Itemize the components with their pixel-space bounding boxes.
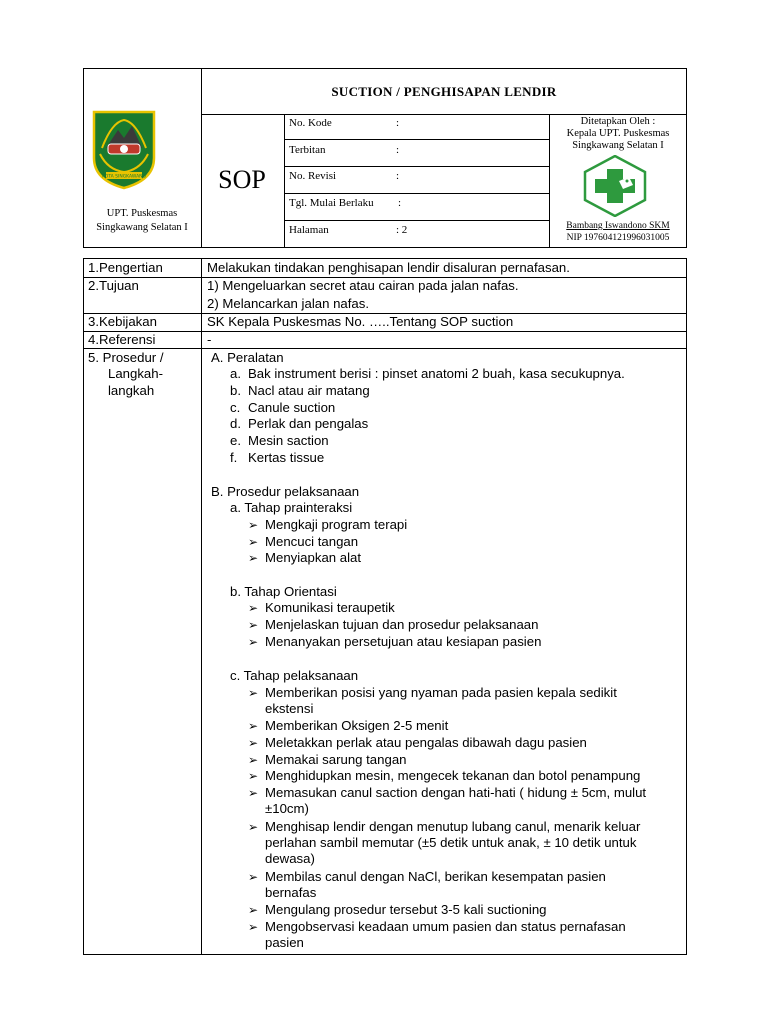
row-label-kebijakan: 3.Kebijakan xyxy=(88,314,157,329)
peralatan-item: Kertas tissue xyxy=(248,450,325,465)
arrow-bullet-icon: ➢ xyxy=(248,719,259,733)
step-item: Memasukan canul saction dengan hati-hati ( hidung ± 5cm, mulut xyxy=(265,785,647,800)
row-text-pengertian: Melakukan tindakan penghisapan lendir disaluran pernafasan. xyxy=(207,260,570,275)
arrow-bullet-icon: ➢ xyxy=(248,820,259,834)
step-item-continued: perlahan sambil memutar (±5 detik untuk anak, ± 10 detik untuk xyxy=(265,835,637,850)
row-label-prosedur: Langkah- xyxy=(108,366,163,381)
header-divider xyxy=(284,166,549,167)
stage-orientasi-title: b. Tahap Orientasi xyxy=(230,584,337,599)
step-item-continued: ekstensi xyxy=(265,701,314,716)
step-item: Membilas canul dengan NaCl, berikan kesempatan pasien xyxy=(265,869,606,884)
field-label-no-kode: No. Kode xyxy=(289,117,332,129)
puskesmas-cross-logo xyxy=(583,155,647,217)
step-item: Mengobservasi keadaan umum pasien dan status pernafasan xyxy=(265,919,626,934)
tujuan-item: 1) Mengeluarkan secret atau cairan pada jalan nafas. xyxy=(207,278,519,293)
field-label-halaman: Halaman xyxy=(289,224,329,236)
svg-text:KOTA SINGKAWANG: KOTA SINGKAWANG xyxy=(101,174,147,180)
row-divider xyxy=(83,348,687,349)
step-item-continued: pasien xyxy=(265,935,304,950)
row-text-kebijakan: SK Kepala Puskesmas No. …..Tentang SOP suction xyxy=(207,314,514,329)
field-label-terbitan: Terbitan xyxy=(289,144,326,156)
organization-name: UPT. Puskesmas xyxy=(106,208,178,219)
arrow-bullet-icon: ➢ xyxy=(248,686,259,700)
sop-label: SOP xyxy=(218,165,266,194)
header-divider xyxy=(284,114,285,248)
step-item: Menghisap lendir dengan menutup lubang canul, menarik keluar xyxy=(265,819,641,834)
arrow-bullet-icon: ➢ xyxy=(248,551,259,565)
peralatan-item: Bak instrument berisi : pinset anatomi 2 buah, kasa secukupnya. xyxy=(248,366,625,381)
tujuan-item: 2) Melancarkan jalan nafas. xyxy=(207,296,370,311)
peralatan-item: Canule suction xyxy=(248,400,336,415)
header-divider xyxy=(284,193,549,194)
step-item-continued: ±10cm) xyxy=(265,801,309,816)
field-value-terbitan: : xyxy=(396,144,400,156)
body-column-divider xyxy=(201,258,202,955)
arrow-bullet-icon: ➢ xyxy=(248,518,259,532)
row-label-prosedur: 5. Prosedur / xyxy=(88,350,164,365)
step-item: Menanyakan persetujuan atau kesiapan pasien xyxy=(265,634,542,649)
header-divider xyxy=(284,220,549,221)
approval-label: Ditetapkan Oleh : xyxy=(580,116,656,127)
row-text-referensi: - xyxy=(207,332,212,347)
list-marker: e. xyxy=(230,433,241,448)
approval-position: Singkawang Selatan I xyxy=(572,140,664,151)
organization-name: Singkawang Selatan I xyxy=(96,222,188,233)
step-item: Menyiapkan alat xyxy=(265,550,362,565)
arrow-bullet-icon: ➢ xyxy=(248,635,259,649)
list-marker: f. xyxy=(230,450,238,465)
step-item-continued: bernafas xyxy=(265,885,317,900)
step-item: Memberikan Oksigen 2-5 menit xyxy=(265,718,449,733)
step-item: Mengulang prosedur tersebut 3-5 kali suctioning xyxy=(265,902,547,917)
row-divider xyxy=(83,331,687,332)
step-item: Menghidupkan mesin, mengecek tekanan dan botol penampung xyxy=(265,768,641,783)
header-divider xyxy=(201,114,687,115)
list-marker: b. xyxy=(230,383,241,398)
step-item: Memberikan posisi yang nyaman pada pasien kepala sedikit xyxy=(265,685,617,700)
list-marker: d. xyxy=(230,416,241,431)
arrow-bullet-icon: ➢ xyxy=(248,903,259,917)
step-item: Mencuci tangan xyxy=(265,534,359,549)
arrow-bullet-icon: ➢ xyxy=(248,601,259,615)
row-label-referensi: 4.Referensi xyxy=(88,332,156,347)
stage-pelaksanaan-title: c. Tahap pelaksanaan xyxy=(230,668,359,683)
arrow-bullet-icon: ➢ xyxy=(248,769,259,783)
list-marker: c. xyxy=(230,400,241,415)
step-item: Meletakkan perlak atau pengalas dibawah dagu pasien xyxy=(265,735,587,750)
signer-nip: NIP 197604121996031005 xyxy=(566,233,670,243)
city-emblem-logo xyxy=(88,108,160,190)
header-divider xyxy=(284,139,549,140)
arrow-bullet-icon: ➢ xyxy=(248,870,259,884)
peralatan-item: Mesin saction xyxy=(248,433,329,448)
row-label-prosedur: langkah xyxy=(108,383,155,398)
arrow-bullet-icon: ➢ xyxy=(248,535,259,549)
step-item: Memakai sarung tangan xyxy=(265,752,407,767)
field-value-no-kode: : xyxy=(396,117,400,129)
step-item-continued: dewasa) xyxy=(265,851,315,866)
field-value-no-revisi: : xyxy=(396,170,400,182)
arrow-bullet-icon: ➢ xyxy=(248,753,259,767)
row-label-pengertian: 1.Pengertian xyxy=(88,260,163,275)
field-value-halaman: : 2 xyxy=(396,224,408,236)
arrow-bullet-icon: ➢ xyxy=(248,618,259,632)
arrow-bullet-icon: ➢ xyxy=(248,920,259,934)
section-prosedur-title: B. Prosedur pelaksanaan xyxy=(211,484,360,499)
approval-position: Kepala UPT. Puskesmas xyxy=(566,128,670,139)
peralatan-item: Nacl atau air matang xyxy=(248,383,370,398)
list-marker: a. xyxy=(230,366,241,381)
signer-name: Bambang Iswandono SKM xyxy=(566,221,670,231)
step-item: Mengkaji program terapi xyxy=(265,517,408,532)
stage-prainteraksi-title: a. Tahap prainteraksi xyxy=(230,500,353,515)
document-title: SUCTION / PENGHISAPAN LENDIR xyxy=(331,84,557,99)
step-item: Menjelaskan tujuan dan prosedur pelaksanaan xyxy=(265,617,539,632)
field-label-no-revisi: No. Revisi xyxy=(289,170,337,182)
arrow-bullet-icon: ➢ xyxy=(248,786,259,800)
field-value-tgl-mulai: : xyxy=(398,197,402,209)
row-label-tujuan: 2.Tujuan xyxy=(88,278,139,293)
step-item: Komunikasi teraupetik xyxy=(265,600,395,615)
field-label-tgl-mulai: Tgl. Mulai Berlaku xyxy=(289,197,374,209)
section-peralatan-title: A. Peralatan xyxy=(211,350,284,365)
arrow-bullet-icon: ➢ xyxy=(248,736,259,750)
peralatan-item: Perlak dan pengalas xyxy=(248,416,369,431)
